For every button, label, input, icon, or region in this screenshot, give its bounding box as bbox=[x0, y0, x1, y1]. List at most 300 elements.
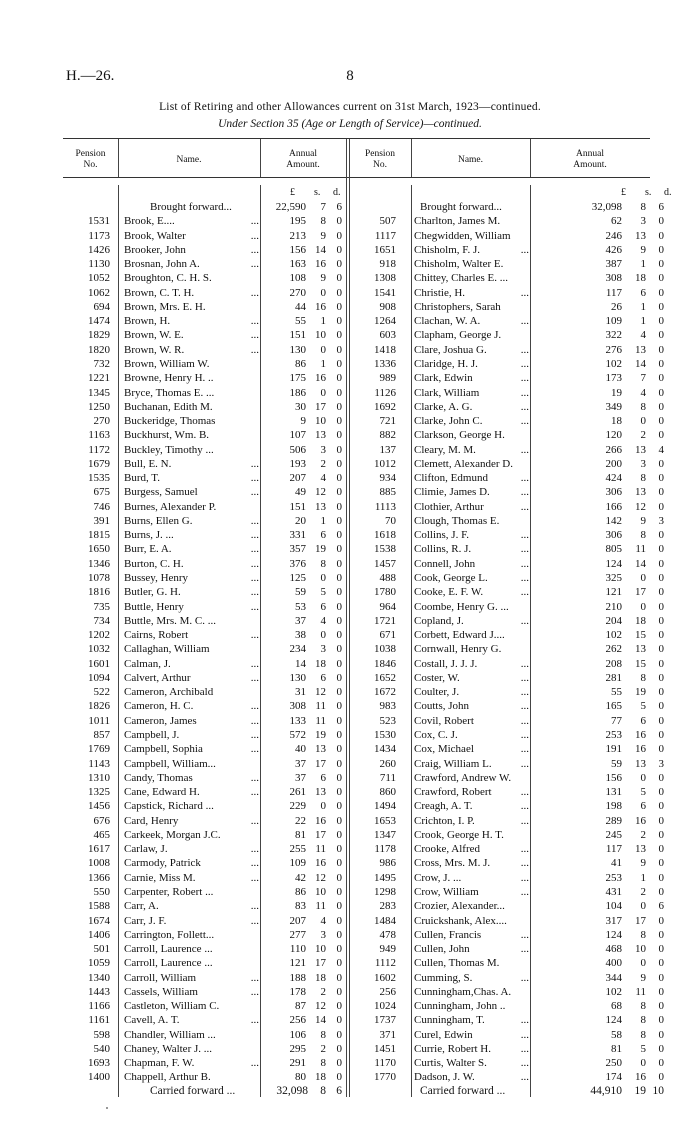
pension-number: 1366 bbox=[88, 871, 110, 884]
pension-number: 1434 bbox=[374, 743, 396, 756]
pension-number: 1653 bbox=[374, 814, 396, 827]
amount-pounds: 19 bbox=[611, 386, 622, 399]
leader-dots: ... bbox=[520, 557, 529, 570]
pension-number: 478 bbox=[379, 928, 396, 941]
amount-pounds: 178 bbox=[289, 985, 306, 998]
pension-number: 734 bbox=[93, 614, 110, 627]
leader-dots: ... bbox=[520, 614, 529, 627]
pensioner-name: Brosnan, John A. bbox=[124, 258, 200, 271]
amount-pounds: 26 bbox=[611, 300, 622, 313]
unit-pence: d. bbox=[664, 187, 672, 198]
amount-pounds: 59 bbox=[611, 757, 622, 770]
amount-shillings: 17 bbox=[635, 914, 646, 927]
amount-pence: 0 bbox=[336, 229, 342, 242]
amount-pence: 0 bbox=[336, 786, 342, 799]
amount-pence: 0 bbox=[658, 700, 664, 713]
table-row bbox=[0, 1056, 700, 1070]
amount-pounds: 266 bbox=[605, 443, 622, 456]
amount-shillings: 6 bbox=[320, 771, 326, 784]
leader-dots: ... bbox=[520, 543, 529, 556]
amount-pounds: 86 bbox=[295, 357, 306, 370]
amount-pounds: 210 bbox=[605, 600, 622, 613]
leader-dots: ... bbox=[520, 486, 529, 499]
amount-shillings: 13 bbox=[315, 743, 326, 756]
pensioner-name: Cullen, Francis bbox=[414, 928, 482, 941]
amount-shillings: 6 bbox=[320, 671, 326, 684]
amount-pence: 0 bbox=[336, 629, 342, 642]
amount-pounds: 102 bbox=[605, 985, 622, 998]
amount-pounds: 262 bbox=[605, 643, 622, 656]
amount-pence: 0 bbox=[336, 543, 342, 556]
pensioner-name: Brown, William W. bbox=[124, 357, 210, 370]
amount-shillings: 19 bbox=[635, 686, 646, 699]
amount-pence: 0 bbox=[336, 800, 342, 813]
amount-pence: 0 bbox=[658, 600, 664, 613]
amount-pence: 0 bbox=[658, 415, 664, 428]
amount-pounds: 387 bbox=[605, 258, 622, 271]
leader-dots: ... bbox=[520, 728, 529, 741]
amount-shillings: 2 bbox=[640, 828, 646, 841]
amount-pence: 0 bbox=[658, 714, 664, 727]
amount-shillings: 14 bbox=[635, 357, 646, 370]
amount-shillings: 0 bbox=[640, 1057, 646, 1070]
pension-number: 1815 bbox=[88, 529, 110, 542]
pensioner-name: Curel, Edwin bbox=[414, 1028, 473, 1041]
amount-pounds: 195 bbox=[289, 215, 306, 228]
amount-pence: 0 bbox=[336, 1057, 342, 1070]
amount-shillings: 13 bbox=[635, 843, 646, 856]
amount-pounds: 308 bbox=[605, 272, 622, 285]
pensioner-name: Buckhurst, Wm. B. bbox=[124, 429, 210, 442]
pensioner-name: Crawford, Andrew W. bbox=[414, 771, 512, 784]
amount-shillings: 0 bbox=[640, 900, 646, 913]
pensioner-name: Cameron, James bbox=[124, 714, 197, 727]
amount-shillings: 16 bbox=[315, 857, 326, 870]
carried-forward-pence: 6 bbox=[336, 1085, 342, 1097]
amount-pounds: 253 bbox=[605, 728, 622, 741]
pension-number: 1173 bbox=[88, 229, 110, 242]
amount-pence: 0 bbox=[336, 357, 342, 370]
unit-pounds: £ bbox=[621, 187, 626, 198]
pension-number: 1674 bbox=[88, 914, 110, 927]
leader-dots: ... bbox=[520, 343, 529, 356]
pension-number: 1651 bbox=[374, 243, 396, 256]
table-row bbox=[0, 657, 700, 671]
amount-pence: 0 bbox=[336, 529, 342, 542]
amount-pounds: 107 bbox=[289, 429, 306, 442]
amount-pounds: 109 bbox=[289, 857, 306, 870]
amount-pence: 0 bbox=[336, 686, 342, 699]
amount-pounds: 30 bbox=[295, 400, 306, 413]
amount-pence: 0 bbox=[336, 657, 342, 670]
amount-pence: 3 bbox=[658, 757, 664, 770]
brought-forward-row bbox=[0, 200, 700, 214]
carried-forward-label: Carried forward ... bbox=[420, 1085, 506, 1097]
amount-shillings: 2 bbox=[320, 985, 326, 998]
table-row bbox=[0, 500, 700, 514]
pensioner-name: Carmody, Patrick bbox=[124, 857, 201, 870]
amount-pence: 0 bbox=[336, 272, 342, 285]
amount-shillings: 13 bbox=[315, 500, 326, 513]
amount-pounds: 331 bbox=[289, 529, 306, 542]
table-row bbox=[0, 899, 700, 913]
pension-number: 949 bbox=[379, 943, 396, 956]
leader-dots: ... bbox=[250, 258, 259, 271]
pension-number: 1457 bbox=[374, 557, 396, 570]
pensioner-name: Clemett, Alexander D. bbox=[414, 457, 513, 470]
amount-shillings: 0 bbox=[320, 800, 326, 813]
amount-pounds: 83 bbox=[295, 900, 306, 913]
amount-pence: 0 bbox=[658, 786, 664, 799]
table-row bbox=[0, 728, 700, 742]
amount-shillings: 11 bbox=[635, 985, 646, 998]
table-row bbox=[0, 799, 700, 813]
amount-pence: 0 bbox=[658, 272, 664, 285]
amount-shillings: 11 bbox=[315, 714, 326, 727]
amount-pounds: 55 bbox=[611, 686, 622, 699]
amount-pounds: 49 bbox=[295, 486, 306, 499]
amount-pence: 0 bbox=[658, 614, 664, 627]
leader-dots: ... bbox=[250, 714, 259, 727]
table-row bbox=[0, 357, 700, 371]
pensioner-name: Burns, Ellen G. bbox=[124, 514, 193, 527]
table-row bbox=[0, 257, 700, 271]
amount-pence: 0 bbox=[336, 900, 342, 913]
amount-shillings: 1 bbox=[320, 315, 326, 328]
pension-number: 1011 bbox=[88, 714, 110, 727]
pension-number: 522 bbox=[93, 686, 110, 699]
amount-shillings: 0 bbox=[640, 771, 646, 784]
amount-pounds: 213 bbox=[289, 229, 306, 242]
pensioner-name: Bryce, Thomas E. ... bbox=[124, 386, 215, 399]
amount-shillings: 12 bbox=[315, 486, 326, 499]
pensioner-name: Clare, Joshua G. bbox=[414, 343, 487, 356]
amount-pence: 0 bbox=[336, 828, 342, 841]
pensioner-name: Corbett, Edward J.... bbox=[414, 629, 505, 642]
pensioner-name: Claridge, H. J. bbox=[414, 357, 478, 370]
pensioner-name: Bussey, Henry bbox=[124, 572, 189, 585]
table-row bbox=[0, 642, 700, 656]
amount-shillings: 1 bbox=[640, 315, 646, 328]
leader-dots: ... bbox=[250, 243, 259, 256]
table-row bbox=[0, 742, 700, 756]
pensioner-name: Buckley, Timothy ... bbox=[124, 443, 214, 456]
amount-shillings: 18 bbox=[635, 272, 646, 285]
amount-shillings: 0 bbox=[320, 286, 326, 299]
amount-pounds: 174 bbox=[605, 1071, 622, 1084]
amount-pence: 0 bbox=[336, 743, 342, 756]
amount-pounds: 38 bbox=[295, 629, 306, 642]
amount-pence: 0 bbox=[336, 957, 342, 970]
pension-number: 598 bbox=[93, 1028, 110, 1041]
amount-pounds: 53 bbox=[295, 600, 306, 613]
amount-shillings: 8 bbox=[640, 1014, 646, 1027]
amount-pounds: 424 bbox=[605, 472, 622, 485]
amount-shillings: 4 bbox=[640, 386, 646, 399]
amount-shillings: 8 bbox=[640, 1028, 646, 1041]
amount-pounds: 166 bbox=[605, 500, 622, 513]
pensioner-name: Cullen, Thomas M. bbox=[414, 957, 500, 970]
pension-number: 1770 bbox=[374, 1071, 396, 1084]
pension-number: 1617 bbox=[88, 843, 110, 856]
pension-number: 540 bbox=[93, 1042, 110, 1055]
amount-pence: 0 bbox=[336, 258, 342, 271]
leader-dots: ... bbox=[520, 586, 529, 599]
amount-pounds: 431 bbox=[605, 885, 622, 898]
amount-pounds: 106 bbox=[289, 1028, 306, 1041]
amount-pence: 0 bbox=[336, 885, 342, 898]
amount-shillings: 13 bbox=[315, 786, 326, 799]
amount-pence: 3 bbox=[658, 514, 664, 527]
carried-forward-pounds: 32,098 bbox=[276, 1085, 308, 1097]
table-title: List of Retiring and other Allowances current on 31st March, 1923—continued. bbox=[159, 101, 541, 113]
pension-number: 1494 bbox=[374, 800, 396, 813]
table-row bbox=[0, 1013, 700, 1027]
amount-shillings: 9 bbox=[320, 272, 326, 285]
amount-pence: 6 bbox=[336, 201, 342, 213]
pension-number: 860 bbox=[379, 786, 396, 799]
pension-number: 256 bbox=[379, 985, 396, 998]
pensioner-name: Chapman, F. W. bbox=[124, 1057, 195, 1070]
pension-number: 1078 bbox=[88, 572, 110, 585]
pensioner-name: Christie, H. bbox=[414, 286, 466, 299]
pension-number: 260 bbox=[379, 757, 396, 770]
amount-pounds: 308 bbox=[289, 700, 306, 713]
table-row bbox=[0, 1042, 700, 1056]
amount-pence: 0 bbox=[658, 871, 664, 884]
pensioner-name: Clachan, W. A. bbox=[414, 315, 481, 328]
amount-shillings: 8 bbox=[640, 928, 646, 941]
amount-pence: 0 bbox=[658, 543, 664, 556]
amount-shillings: 0 bbox=[640, 957, 646, 970]
amount-pounds: 42 bbox=[295, 871, 306, 884]
pension-number: 964 bbox=[379, 600, 396, 613]
pension-number: 1406 bbox=[88, 928, 110, 941]
amount-pounds: 130 bbox=[289, 671, 306, 684]
amount-pence: 0 bbox=[336, 1014, 342, 1027]
amount-shillings: 8 bbox=[320, 1028, 326, 1041]
amount-pounds: 289 bbox=[605, 814, 622, 827]
table-row bbox=[0, 785, 700, 799]
amount-shillings: 18 bbox=[315, 971, 326, 984]
amount-pence: 0 bbox=[658, 1071, 664, 1084]
pension-number: 137 bbox=[379, 443, 396, 456]
table-row bbox=[0, 286, 700, 300]
pension-number: 1531 bbox=[88, 215, 110, 228]
pensioner-name: Christophers, Sarah bbox=[414, 300, 501, 313]
pension-number: 1059 bbox=[88, 957, 110, 970]
pension-number: 1418 bbox=[374, 343, 396, 356]
amount-pounds: 58 bbox=[611, 1028, 622, 1041]
amount-pounds: 281 bbox=[605, 671, 622, 684]
pensioner-name: Clough, Thomas E. bbox=[414, 514, 500, 527]
amount-pounds: 124 bbox=[605, 1014, 622, 1027]
pensioner-name: Brown, H. bbox=[124, 315, 171, 328]
amount-pounds: 191 bbox=[605, 743, 622, 756]
amount-pounds: 120 bbox=[605, 429, 622, 442]
amount-pence: 0 bbox=[658, 957, 664, 970]
amount-pounds: 9 bbox=[300, 415, 306, 428]
amount-shillings: 18 bbox=[635, 614, 646, 627]
pensioner-name: Chittey, Charles E. ... bbox=[414, 272, 508, 285]
pension-number: 1126 bbox=[374, 386, 396, 399]
amount-shillings: 1 bbox=[320, 514, 326, 527]
amount-shillings: 16 bbox=[635, 728, 646, 741]
pensioner-name: Burd, T. bbox=[124, 472, 160, 485]
leader-dots: ... bbox=[520, 372, 529, 385]
leader-dots: ... bbox=[520, 857, 529, 870]
amount-pence: 0 bbox=[336, 971, 342, 984]
table-row bbox=[0, 714, 700, 728]
amount-pence: 0 bbox=[336, 514, 342, 527]
pensioner-name: Cox, C. J. bbox=[414, 728, 458, 741]
table-row bbox=[0, 400, 700, 414]
table-row bbox=[0, 814, 700, 828]
amount-pence: 0 bbox=[336, 671, 342, 684]
amount-pounds: 175 bbox=[289, 372, 306, 385]
amount-pence: 0 bbox=[658, 357, 664, 370]
amount-shillings: 3 bbox=[320, 443, 326, 456]
amount-pence: 0 bbox=[658, 728, 664, 741]
amount-shillings: 18 bbox=[315, 1071, 326, 1084]
amount-pounds: 14 bbox=[295, 657, 306, 670]
amount-pence: 0 bbox=[658, 572, 664, 585]
pension-number: 908 bbox=[379, 300, 396, 313]
amount-shillings: 2 bbox=[320, 1042, 326, 1055]
table-row bbox=[0, 514, 700, 528]
leader-dots: ... bbox=[250, 286, 259, 299]
pension-number: 603 bbox=[379, 329, 396, 342]
amount-shillings: 0 bbox=[640, 600, 646, 613]
leader-dots: ... bbox=[250, 543, 259, 556]
leader-dots: ... bbox=[250, 457, 259, 470]
amount-shillings: 5 bbox=[640, 700, 646, 713]
amount-pounds: 59 bbox=[295, 586, 306, 599]
amount-pence: 0 bbox=[336, 557, 342, 570]
table-row bbox=[0, 942, 700, 956]
leader-dots: ... bbox=[520, 657, 529, 670]
amount-pounds: 156 bbox=[605, 771, 622, 784]
amount-pounds: 805 bbox=[605, 543, 622, 556]
amount-pounds: 322 bbox=[605, 329, 622, 342]
pension-number: 1143 bbox=[88, 757, 110, 770]
amount-pounds: 22,590 bbox=[275, 201, 306, 213]
pensioner-name: Clark, Edwin bbox=[414, 372, 473, 385]
pensioner-name: Carnie, Miss M. bbox=[124, 871, 196, 884]
column-header-pension-no: Pension No. bbox=[75, 149, 106, 170]
pensioner-name: Crooke, Alfred bbox=[414, 843, 480, 856]
amount-shillings: 17 bbox=[635, 586, 646, 599]
amount-pounds: 130 bbox=[289, 343, 306, 356]
amount-pence: 0 bbox=[336, 286, 342, 299]
amount-pence: 0 bbox=[658, 671, 664, 684]
amount-shillings: 12 bbox=[315, 686, 326, 699]
pension-number: 1345 bbox=[88, 386, 110, 399]
pensioner-name: Collins, J. F. bbox=[414, 529, 470, 542]
pensioner-name: Clifton, Edmund bbox=[414, 472, 488, 485]
amount-pence: 0 bbox=[658, 486, 664, 499]
amount-pounds: 62 bbox=[611, 215, 622, 228]
amount-pence: 0 bbox=[336, 300, 342, 313]
table-row bbox=[0, 414, 700, 428]
leader-dots: ... bbox=[250, 486, 259, 499]
pension-number: 934 bbox=[379, 472, 396, 485]
pension-number: 1737 bbox=[374, 1014, 396, 1027]
amount-shillings: 10 bbox=[635, 943, 646, 956]
amount-shillings: 3 bbox=[640, 215, 646, 228]
pension-number: 1829 bbox=[88, 329, 110, 342]
pensioner-name: Currie, Robert H. bbox=[414, 1042, 491, 1055]
leader-dots: ... bbox=[250, 985, 259, 998]
amount-shillings: 6 bbox=[640, 286, 646, 299]
leader-dots: ... bbox=[520, 671, 529, 684]
pensioner-name: Buckeridge, Thomas bbox=[124, 415, 216, 428]
amount-pounds: 151 bbox=[289, 329, 306, 342]
pensioner-name: Coulter, J. bbox=[414, 686, 460, 699]
amount-shillings: 8 bbox=[320, 215, 326, 228]
amount-pounds: 255 bbox=[289, 843, 306, 856]
amount-pence: 0 bbox=[336, 700, 342, 713]
table-row bbox=[0, 885, 700, 899]
amount-pounds: 41 bbox=[611, 857, 622, 870]
amount-pence: 0 bbox=[658, 800, 664, 813]
amount-pounds: 277 bbox=[289, 928, 306, 941]
amount-shillings: 13 bbox=[635, 443, 646, 456]
column-header-annual-amount: Annual Amount. bbox=[286, 149, 320, 170]
pension-number: 1062 bbox=[88, 286, 110, 299]
pensioner-name: Cumming, S. bbox=[414, 971, 473, 984]
pension-number: 1484 bbox=[374, 914, 396, 927]
pension-number: 1113 bbox=[374, 500, 396, 513]
pensioner-name: Brown, W. E. bbox=[124, 329, 184, 342]
pensioner-name: Coster, W. bbox=[414, 671, 460, 684]
amount-pence: 0 bbox=[336, 500, 342, 513]
pensioner-name: Crichton, I. P. bbox=[414, 814, 475, 827]
pensioner-name: Clarke, A. G. bbox=[414, 400, 473, 413]
amount-pounds: 357 bbox=[289, 543, 306, 556]
leader-dots: ... bbox=[250, 671, 259, 684]
amount-shillings: 6 bbox=[640, 800, 646, 813]
amount-pounds: 81 bbox=[295, 828, 306, 841]
amount-pounds: 68 bbox=[611, 1000, 622, 1013]
amount-shillings: 15 bbox=[635, 629, 646, 642]
pensioner-name: Cunningham, John .. bbox=[414, 1000, 506, 1013]
amount-shillings: 12 bbox=[315, 871, 326, 884]
amount-shillings: 9 bbox=[640, 971, 646, 984]
pensioner-name: Curtis, Walter S. bbox=[414, 1057, 487, 1070]
amount-shillings: 8 bbox=[640, 472, 646, 485]
pensioner-name: Cross, Mrs. M. J. bbox=[414, 857, 491, 870]
amount-pence: 0 bbox=[336, 372, 342, 385]
pensioner-name: Clark, William bbox=[414, 386, 480, 399]
amount-shillings: 11 bbox=[315, 700, 326, 713]
leader-dots: ... bbox=[520, 871, 529, 884]
leader-dots: ... bbox=[520, 928, 529, 941]
pension-number: 1117 bbox=[374, 229, 396, 242]
pension-number: 1826 bbox=[88, 700, 110, 713]
pension-number: 1400 bbox=[88, 1071, 110, 1084]
pension-number: 1112 bbox=[374, 957, 396, 970]
amount-pounds: 163 bbox=[289, 258, 306, 271]
leader-dots: ... bbox=[250, 472, 259, 485]
leader-dots: ... bbox=[250, 572, 259, 585]
table-row bbox=[0, 1070, 700, 1084]
pension-number: 1820 bbox=[88, 343, 110, 356]
pension-number: 1221 bbox=[88, 372, 110, 385]
pensioner-name: Crow, J. ... bbox=[414, 871, 462, 884]
amount-pence: 0 bbox=[336, 386, 342, 399]
pensioner-name: Cooke, E. F. W. bbox=[414, 586, 484, 599]
